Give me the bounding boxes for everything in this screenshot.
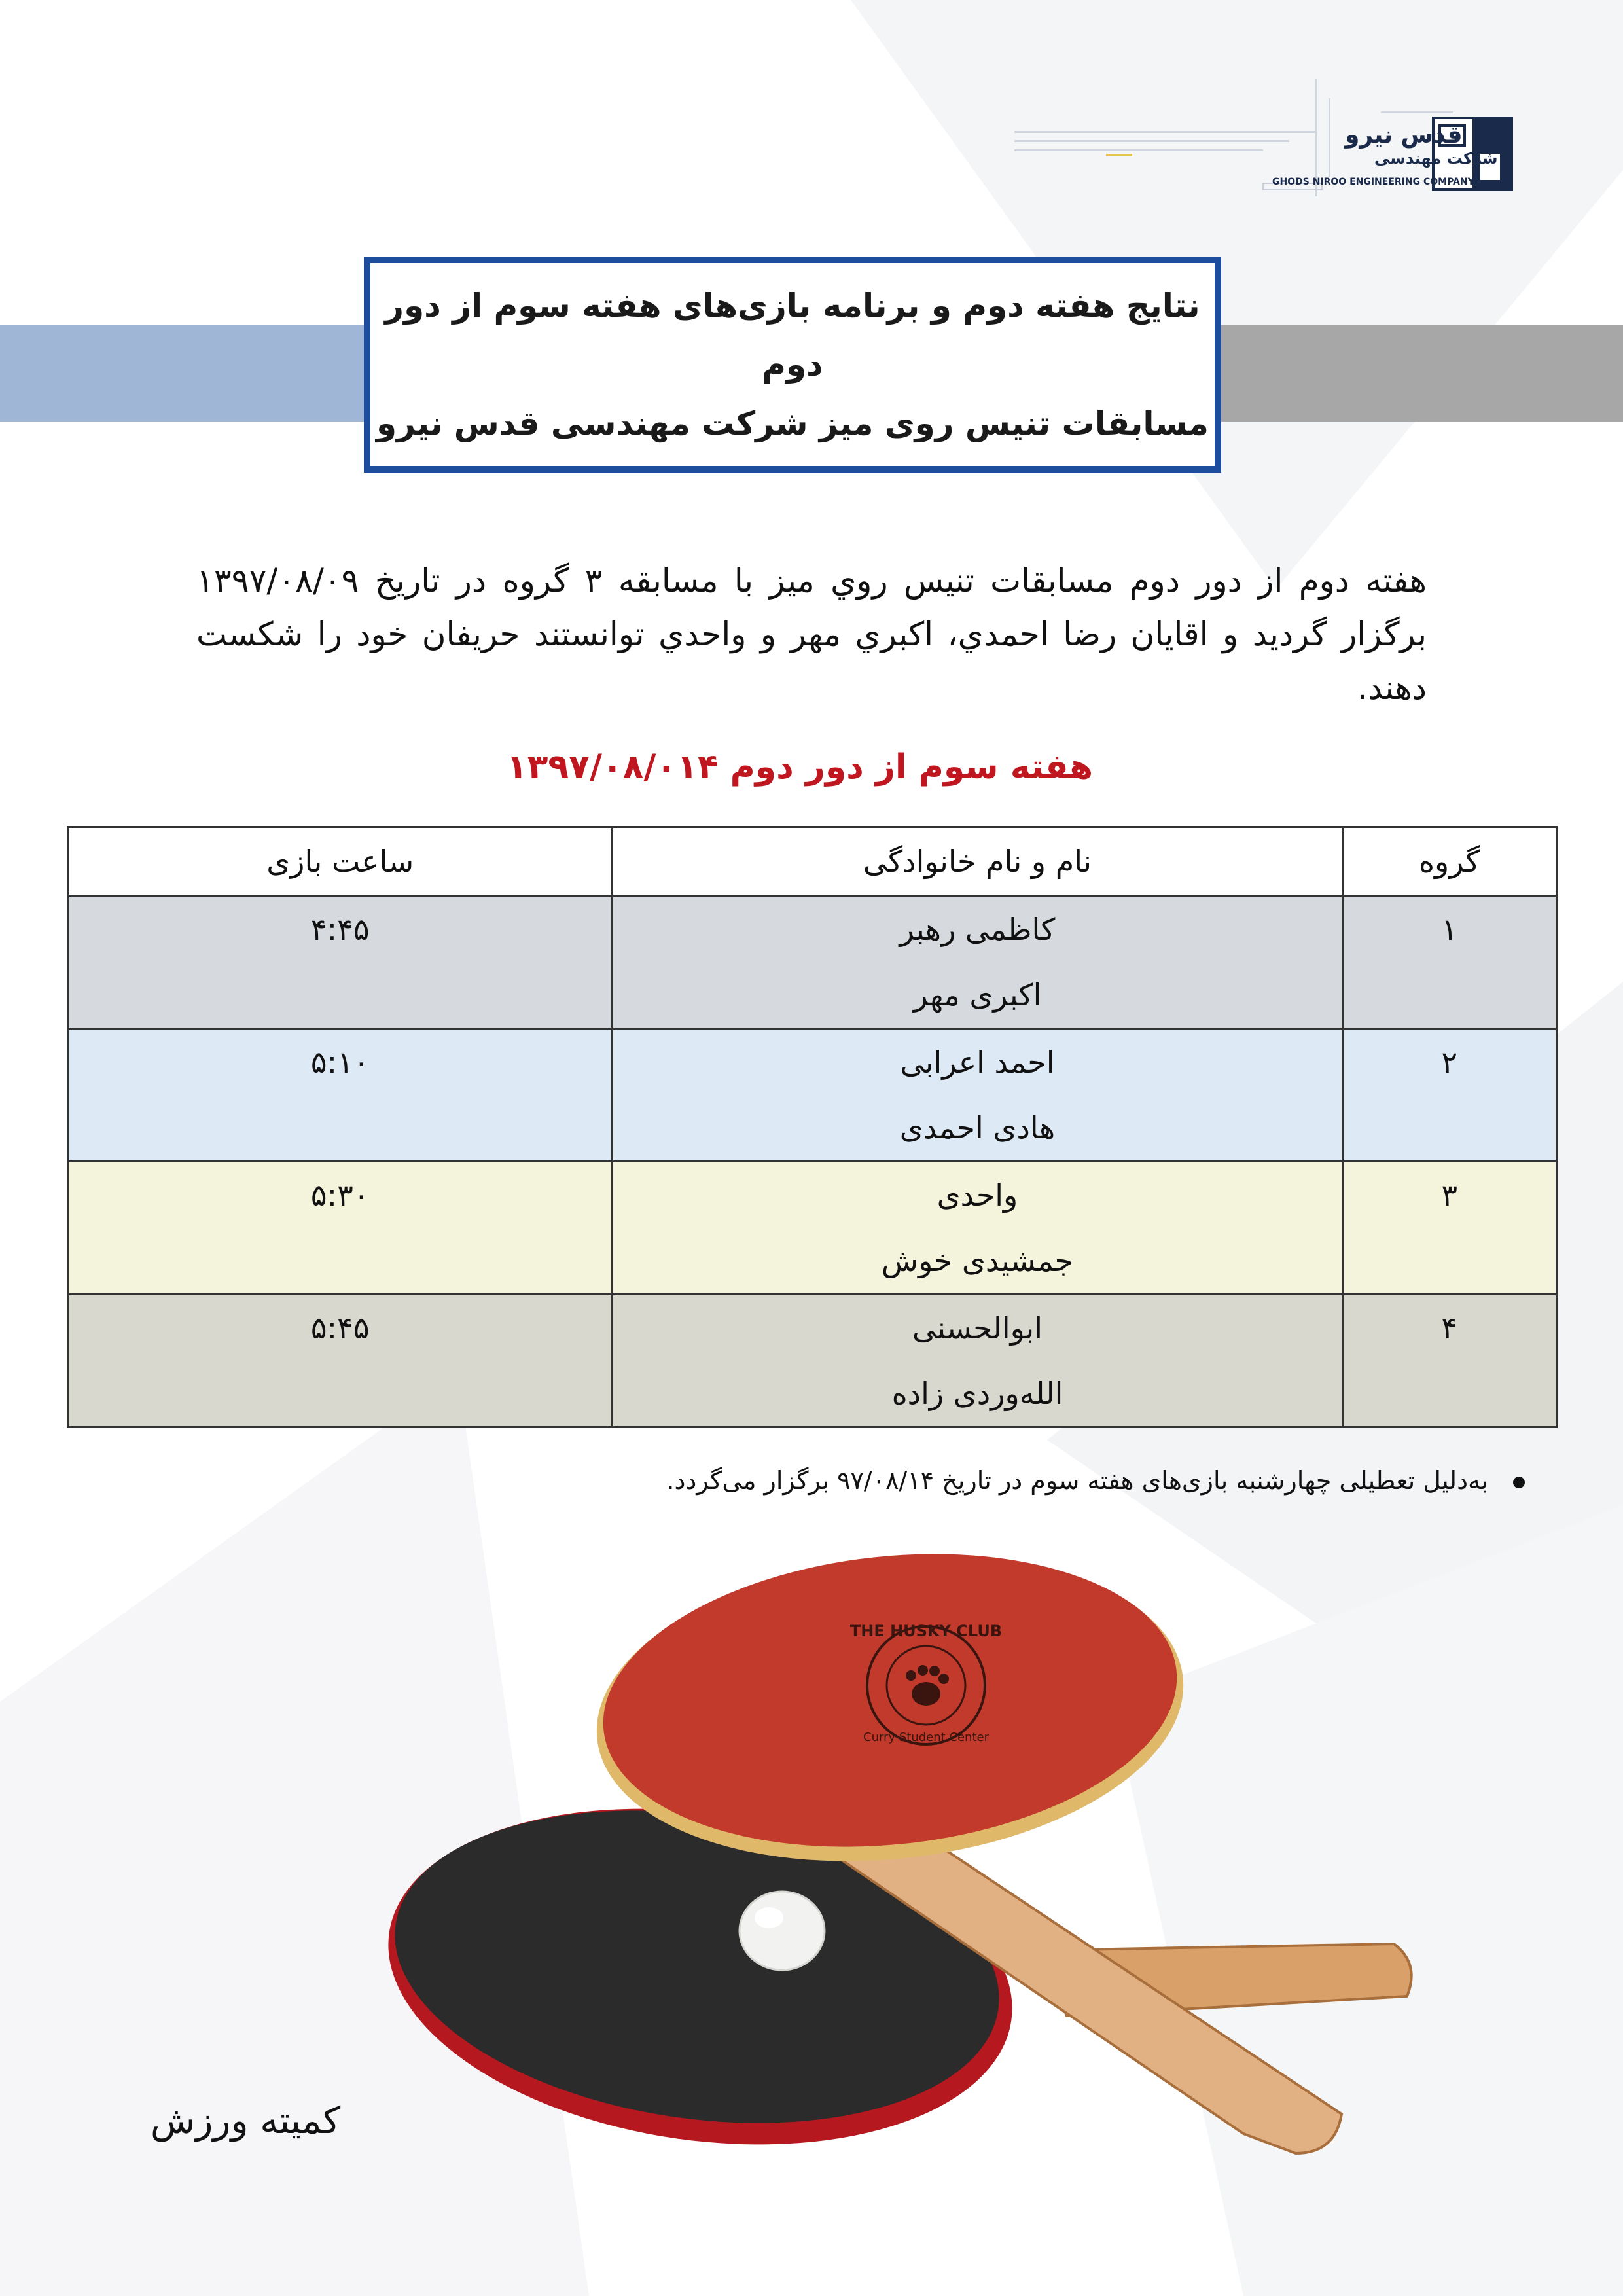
players-cell bbox=[613, 1162, 1342, 1295]
group-number: ۱ bbox=[1342, 896, 1557, 1029]
player-name: واحدی bbox=[936, 1177, 1018, 1213]
logo-name-fa: قدس نیرو bbox=[1345, 122, 1463, 149]
match-time: ۴:۴۵ bbox=[68, 896, 613, 1029]
group-number: ۳ bbox=[1342, 1162, 1557, 1295]
header-names: نام و نام خانوادگی bbox=[613, 827, 1342, 896]
note-bullet bbox=[262, 1466, 1525, 1495]
footer-signature: کمیته ورزش bbox=[151, 2100, 341, 2142]
logo-name-en: GHODS NIROO ENGINEERING COMPANY bbox=[1272, 177, 1474, 187]
player-name: کاظمی رهبر bbox=[899, 912, 1056, 947]
player-name: الله‌وردی زاده bbox=[891, 1376, 1063, 1411]
schedule-table bbox=[67, 826, 1558, 1428]
match-time: ۵:۱۰ bbox=[68, 1029, 613, 1162]
players-cell bbox=[613, 1295, 1342, 1427]
player-name: احمد اعرابی bbox=[900, 1045, 1055, 1080]
match-time: ۵:۴۵ bbox=[68, 1295, 613, 1427]
note-text: به‌دلیل تعطیلی چهارشنبه بازی‌های هفته سوم در تاریخ ۹۷/۰۸/۱۴ برگزار می‌گردد. bbox=[666, 1466, 1488, 1495]
player-name: اکبری مهر bbox=[913, 977, 1042, 1013]
header-time: ساعت بازی bbox=[68, 827, 613, 896]
match-time: ۵:۳۰ bbox=[68, 1162, 613, 1295]
title-band-left bbox=[0, 325, 365, 422]
players-cell bbox=[613, 896, 1342, 1029]
group-number: ۴ bbox=[1342, 1295, 1557, 1427]
table-header-row bbox=[68, 827, 1557, 896]
table-row bbox=[68, 1295, 1557, 1427]
ball-icon bbox=[740, 1892, 825, 1970]
bullet-icon bbox=[1513, 1477, 1525, 1488]
players-cell bbox=[613, 1029, 1342, 1162]
logo-subtitle-fa: شرکت مهندسی bbox=[1374, 149, 1498, 168]
table-row bbox=[68, 1162, 1557, 1295]
table-row bbox=[68, 896, 1557, 1029]
paddle-text-top: THE HUSKY CLUB bbox=[849, 1622, 1003, 1640]
player-name: ابوالحسنی bbox=[912, 1310, 1043, 1346]
group-number: ۲ bbox=[1342, 1029, 1557, 1162]
title-line-1: نتایج هفته دوم و برنامه بازی‌های هفته سوم از دور دوم bbox=[385, 287, 1200, 384]
intro-paragraph: هفته دوم از دور دوم مسابقات تنيس روي ميز با مسابقه ۳ گروه در تاريخ ۱۳۹۷/۰۸/۰۹ برگزار گرديد و اقايان رضا احمدي، اكبري مهر و واحدي توانستند حريفان خود را شكست دهند. bbox=[196, 562, 1427, 707]
title-box bbox=[364, 257, 1221, 473]
header-group: گروه bbox=[1342, 827, 1557, 896]
schedule-heading: هفته سوم از دور دوم ۱۳۹۷/۰۸/۰۱۴ bbox=[506, 747, 1093, 787]
title-line-2: مسابقات تنیس روی میز شرکت مهندسی قدس نیرو bbox=[376, 404, 1209, 442]
paddle-text-bottom: Curry Student Center bbox=[863, 1731, 989, 1744]
title-band-right bbox=[1221, 325, 1623, 422]
table-row bbox=[68, 1029, 1557, 1162]
player-name: جمشیدی خوش bbox=[881, 1243, 1073, 1278]
player-name: هادی احمدی bbox=[899, 1110, 1056, 1145]
ping-pong-illustration bbox=[373, 1545, 1440, 2199]
